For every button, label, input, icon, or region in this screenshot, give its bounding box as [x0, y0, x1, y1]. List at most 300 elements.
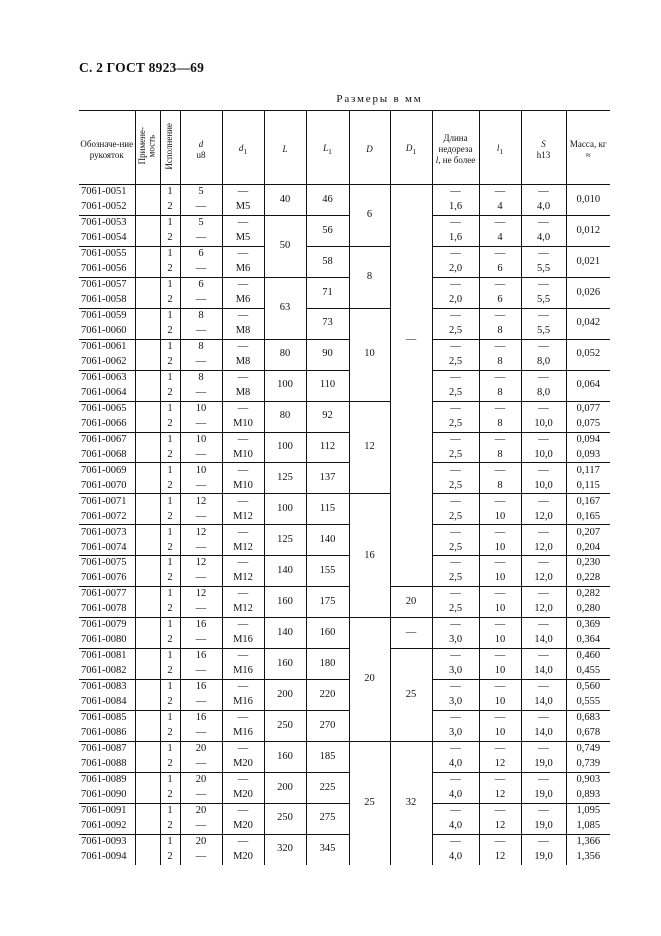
- cell-d1: —: [222, 556, 264, 571]
- cell-version: 2: [160, 695, 180, 710]
- cell-S: —: [521, 587, 566, 602]
- cell-d: —: [180, 417, 222, 432]
- cell-l1: 8: [479, 386, 521, 401]
- cell-designation: 7061-0089: [79, 772, 135, 787]
- cell-applicability: [135, 246, 160, 261]
- header-row: [79, 111, 610, 185]
- cell-undercut: —: [432, 556, 479, 571]
- cell-d: 10: [180, 432, 222, 447]
- cell-l1: 4: [479, 231, 521, 246]
- cell-mass: 0,207: [566, 525, 610, 540]
- cell-l1: 12: [479, 757, 521, 772]
- cell-undercut: —: [432, 215, 479, 230]
- cell-L1: 112: [306, 432, 349, 463]
- cell-S: 5,5: [521, 324, 566, 339]
- table-row: [79, 463, 610, 478]
- cell-d1: М16: [222, 633, 264, 648]
- cell-mass: 0,230: [566, 556, 610, 571]
- cell-undercut: —: [432, 401, 479, 416]
- cell-designation: 7061-0057: [79, 277, 135, 292]
- cell-undercut: 2,5: [432, 571, 479, 586]
- table-row: [79, 587, 610, 602]
- cell-version: 1: [160, 618, 180, 633]
- cell-applicability: [135, 540, 160, 555]
- cell-designation: 7061-0088: [81, 758, 127, 770]
- cell-mass: 0,026: [566, 277, 610, 308]
- cell-S: 19,0: [521, 850, 566, 865]
- cell-d1: М8: [222, 324, 264, 339]
- cell-D: 8: [349, 246, 390, 308]
- cell-l1: —: [479, 308, 521, 323]
- cell-S: 4,0: [521, 200, 566, 215]
- cell-undercut: 2,5: [432, 509, 479, 524]
- cell-S: 14,0: [521, 633, 566, 648]
- cell-version: 2: [160, 819, 180, 834]
- cell-applicability: [135, 215, 160, 230]
- cell-applicability: [135, 741, 160, 756]
- cell-version: 2: [160, 726, 180, 741]
- cell-applicability: [135, 757, 160, 772]
- cell-l1: 8: [479, 355, 521, 370]
- cell-version: 1: [160, 432, 180, 447]
- cell-L: 125: [264, 525, 306, 556]
- cell-applicability: [135, 509, 160, 524]
- cell-undercut: 2,5: [432, 602, 479, 617]
- cell-applicability: [135, 772, 160, 787]
- cell-applicability: [135, 463, 160, 478]
- cell-designation: 7061-0059: [79, 308, 135, 323]
- cell-applicability: [135, 633, 160, 648]
- header-undercut: Длина недореза l, не более: [432, 111, 479, 185]
- cell-applicability: [135, 277, 160, 292]
- table-row: [79, 401, 610, 416]
- cell-mass: 0,280: [566, 602, 610, 617]
- cell-L1: 115: [306, 494, 349, 525]
- cell-designation: 7061-0072: [81, 510, 127, 522]
- cell-version: 1: [160, 308, 180, 323]
- cell-applicability: [135, 649, 160, 664]
- cell-S: 14,0: [521, 695, 566, 710]
- cell-l1: 10: [479, 633, 521, 648]
- cell-d1: —: [222, 215, 264, 230]
- cell-S: 5,5: [521, 262, 566, 277]
- cell-d1: М10: [222, 478, 264, 493]
- cell-L1: 140: [306, 525, 349, 556]
- cell-d: —: [180, 633, 222, 648]
- cell-applicability: [135, 339, 160, 354]
- header-L1: $L_1$: [306, 111, 349, 185]
- cell-mass: 0,560: [566, 680, 610, 695]
- cell-d: —: [180, 447, 222, 462]
- cell-version: 2: [160, 355, 180, 370]
- cell-d1: М6: [222, 262, 264, 277]
- cell-D1: 32: [390, 741, 432, 864]
- cell-d1: —: [222, 710, 264, 725]
- cell-S: —: [521, 649, 566, 664]
- cell-S: —: [521, 741, 566, 756]
- cell-d1: —: [222, 308, 264, 323]
- cell-designation: 7061-0052: [81, 201, 127, 213]
- cell-l1: —: [479, 339, 521, 354]
- cell-L1: 155: [306, 556, 349, 587]
- cell-designation: 7061-0091: [79, 803, 135, 818]
- cell-D: 20: [349, 618, 390, 742]
- cell-l1: 6: [479, 262, 521, 277]
- cell-d1: —: [222, 246, 264, 261]
- cell-designation: 7061-0087: [79, 741, 135, 756]
- cell-version: 2: [160, 757, 180, 772]
- cell-designation: 7061-0058: [81, 294, 127, 306]
- cell-L: 320: [264, 834, 306, 864]
- cell-L: 250: [264, 710, 306, 741]
- cell-l1: —: [479, 618, 521, 633]
- cell-d: —: [180, 695, 222, 710]
- cell-S: —: [521, 710, 566, 725]
- cell-l1: 8: [479, 447, 521, 462]
- table-row: [79, 215, 610, 230]
- cell-D1: —: [390, 185, 432, 587]
- table-row: [79, 680, 610, 695]
- cell-mass: 0,042: [566, 308, 610, 339]
- cell-l1: —: [479, 649, 521, 664]
- cell-d1: —: [222, 587, 264, 602]
- cell-d: —: [180, 262, 222, 277]
- cell-L1: 110: [306, 370, 349, 401]
- table-row: [79, 277, 610, 292]
- cell-L1: 137: [306, 463, 349, 494]
- cell-d: 16: [180, 710, 222, 725]
- cell-applicability: [135, 262, 160, 277]
- cell-l1: 8: [479, 478, 521, 493]
- cell-designation: 7061-0081: [79, 649, 135, 664]
- cell-d1: М10: [222, 447, 264, 462]
- cell-d: 20: [180, 834, 222, 849]
- cell-d: 12: [180, 556, 222, 571]
- cell-version: 1: [160, 215, 180, 230]
- header-L: L: [264, 111, 306, 185]
- cell-applicability: [135, 324, 160, 339]
- cell-l1: 8: [479, 417, 521, 432]
- cell-version: 1: [160, 649, 180, 664]
- cell-designation: 7061-0071: [79, 494, 135, 509]
- cell-designation: 7061-0082: [81, 665, 127, 677]
- cell-D: 12: [349, 401, 390, 494]
- cell-S: 12,0: [521, 571, 566, 586]
- cell-applicability: [135, 355, 160, 370]
- cell-d1: —: [222, 339, 264, 354]
- cell-undercut: —: [432, 246, 479, 261]
- cell-L: 250: [264, 803, 306, 834]
- table-row: [79, 432, 610, 447]
- cell-undercut: —: [432, 680, 479, 695]
- cell-d1: —: [222, 185, 264, 200]
- cell-d1: —: [222, 772, 264, 787]
- cell-L1: 92: [306, 401, 349, 432]
- cell-designation: 7061-0080: [81, 634, 127, 646]
- cell-version: 2: [160, 262, 180, 277]
- cell-undercut: —: [432, 308, 479, 323]
- cell-L: 50: [264, 215, 306, 277]
- cell-L1: 73: [306, 308, 349, 339]
- cell-version: 2: [160, 602, 180, 617]
- cell-d1: —: [222, 277, 264, 292]
- cell-L1: 58: [306, 246, 349, 277]
- cell-mass: 1,366: [566, 834, 610, 849]
- cell-S: —: [521, 556, 566, 571]
- cell-version: 2: [160, 417, 180, 432]
- cell-S: 8,0: [521, 355, 566, 370]
- cell-d1: М16: [222, 726, 264, 741]
- cell-designation: 7061-0061: [79, 339, 135, 354]
- cell-undercut: —: [432, 834, 479, 849]
- cell-mass: 0,165: [566, 509, 610, 524]
- cell-l1: 8: [479, 324, 521, 339]
- cell-designation: 7061-0073: [79, 525, 135, 540]
- cell-S: —: [521, 618, 566, 633]
- cell-d: 8: [180, 308, 222, 323]
- cell-L: 140: [264, 556, 306, 587]
- cell-version: 2: [160, 540, 180, 555]
- cell-L1: 185: [306, 741, 349, 772]
- cell-l1: 10: [479, 664, 521, 679]
- cell-designation: 7061-0060: [81, 324, 127, 336]
- cell-version: 1: [160, 401, 180, 416]
- cell-L: 160: [264, 741, 306, 772]
- cell-version: 1: [160, 525, 180, 540]
- cell-undercut: —: [432, 803, 479, 818]
- cell-S: —: [521, 803, 566, 818]
- cell-d: —: [180, 509, 222, 524]
- cell-mass: 0,052: [566, 339, 610, 370]
- cell-d: 16: [180, 680, 222, 695]
- cell-d1: М12: [222, 540, 264, 555]
- cell-d: 8: [180, 339, 222, 354]
- cell-designation: 7061-0076: [81, 572, 127, 584]
- cell-l1: 4: [479, 200, 521, 215]
- cell-mass: 0,064: [566, 370, 610, 401]
- cell-mass: 1,095: [566, 803, 610, 818]
- cell-mass: 0,094: [566, 432, 610, 447]
- cell-applicability: [135, 478, 160, 493]
- cell-d: 5: [180, 215, 222, 230]
- cell-applicability: [135, 834, 160, 849]
- cell-undercut: 2,5: [432, 324, 479, 339]
- cell-version: 2: [160, 850, 180, 865]
- cell-applicability: [135, 664, 160, 679]
- cell-applicability: [135, 401, 160, 416]
- cell-designation: 7061-0094: [81, 850, 127, 862]
- cell-undercut: —: [432, 463, 479, 478]
- cell-designation: 7061-0079: [79, 618, 135, 633]
- cell-version: 2: [160, 324, 180, 339]
- cell-d1: —: [222, 370, 264, 385]
- cell-d1: —: [222, 494, 264, 509]
- cell-mass: 0,012: [566, 215, 610, 246]
- header-S: S h13: [521, 111, 566, 185]
- cell-d1: М6: [222, 293, 264, 308]
- table-row: [79, 803, 610, 818]
- cell-d: —: [180, 386, 222, 401]
- cell-l1: 6: [479, 293, 521, 308]
- cell-mass: 1,356: [566, 850, 610, 865]
- cell-version: 2: [160, 633, 180, 648]
- cell-designation: 7061-0051: [79, 185, 135, 200]
- cell-d: —: [180, 540, 222, 555]
- cell-S: 12,0: [521, 602, 566, 617]
- cell-mass: 0,460: [566, 649, 610, 664]
- cell-mass: 0,739: [566, 757, 610, 772]
- cell-version: 1: [160, 680, 180, 695]
- cell-version: 1: [160, 246, 180, 261]
- header-l1: $l_1$: [479, 111, 521, 185]
- cell-version: 2: [160, 509, 180, 524]
- cell-l1: —: [479, 803, 521, 818]
- cell-applicability: [135, 447, 160, 462]
- cell-D1: 25: [390, 649, 432, 742]
- table-row: [79, 185, 610, 200]
- cell-designation: 7061-0074: [81, 541, 127, 553]
- cell-D1: —: [390, 618, 432, 649]
- cell-D: 16: [349, 494, 390, 618]
- cell-applicability: [135, 494, 160, 509]
- cell-undercut: 2,5: [432, 355, 479, 370]
- table-body: [79, 185, 610, 865]
- cell-L1: 220: [306, 680, 349, 711]
- cell-L: 200: [264, 772, 306, 803]
- cell-d1: М8: [222, 355, 264, 370]
- cell-d: 20: [180, 741, 222, 756]
- cell-d: —: [180, 788, 222, 803]
- cell-version: 2: [160, 200, 180, 215]
- cell-mass: 1,085: [566, 819, 610, 834]
- cell-mass: 0,117: [566, 463, 610, 478]
- cell-mass: 0,075: [566, 417, 610, 432]
- cell-applicability: [135, 587, 160, 602]
- table-row: [79, 741, 610, 756]
- cell-d: —: [180, 571, 222, 586]
- cell-mass: 0,228: [566, 571, 610, 586]
- cell-undercut: —: [432, 277, 479, 292]
- cell-designation: 7061-0085: [79, 710, 135, 725]
- cell-undercut: 3,0: [432, 726, 479, 741]
- cell-S: —: [521, 680, 566, 695]
- cell-l1: 10: [479, 726, 521, 741]
- cell-d: —: [180, 200, 222, 215]
- cell-applicability: [135, 432, 160, 447]
- cell-designation: 7061-0056: [81, 263, 127, 275]
- cell-mass: 0,282: [566, 587, 610, 602]
- cell-applicability: [135, 185, 160, 200]
- cell-l1: —: [479, 834, 521, 849]
- cell-d: 20: [180, 803, 222, 818]
- cell-applicability: [135, 680, 160, 695]
- cell-S: 8,0: [521, 386, 566, 401]
- cell-designation: 7061-0065: [79, 401, 135, 416]
- cell-designation: 7061-0069: [79, 463, 135, 478]
- cell-designation: 7061-0083: [79, 680, 135, 695]
- cell-designation: 7061-0053: [79, 215, 135, 230]
- header-applicability: Примене- мость: [135, 111, 160, 185]
- cell-version: 1: [160, 772, 180, 787]
- cell-version: 1: [160, 463, 180, 478]
- cell-version: 1: [160, 803, 180, 818]
- cell-mass: 0,010: [566, 185, 610, 216]
- cell-d1: М8: [222, 386, 264, 401]
- cell-undercut: 4,0: [432, 819, 479, 834]
- cell-version: 2: [160, 788, 180, 803]
- cell-d1: —: [222, 803, 264, 818]
- cell-version: 1: [160, 587, 180, 602]
- cell-S: —: [521, 463, 566, 478]
- header-mass: Масса, кг ≈: [566, 111, 610, 185]
- header-d: d u8: [180, 111, 222, 185]
- cell-S: 5,5: [521, 293, 566, 308]
- cell-undercut: —: [432, 710, 479, 725]
- cell-l1: 12: [479, 788, 521, 803]
- cell-mass: 0,678: [566, 726, 610, 741]
- cell-l1: —: [479, 370, 521, 385]
- cell-d: —: [180, 819, 222, 834]
- cell-S: 19,0: [521, 788, 566, 803]
- cell-version: 2: [160, 386, 180, 401]
- cell-version: 1: [160, 370, 180, 385]
- cell-l1: —: [479, 525, 521, 540]
- cell-d: —: [180, 726, 222, 741]
- cell-mass: 0,021: [566, 246, 610, 277]
- cell-S: —: [521, 277, 566, 292]
- header-designation: Обозначе-ние рукояток: [79, 111, 135, 185]
- cell-version: 1: [160, 741, 180, 756]
- handles-dimensions-table: [79, 110, 610, 865]
- cell-L: 100: [264, 432, 306, 463]
- cell-undercut: 4,0: [432, 850, 479, 865]
- cell-d1: М20: [222, 850, 264, 865]
- cell-applicability: [135, 819, 160, 834]
- cell-d: —: [180, 850, 222, 865]
- cell-d: —: [180, 757, 222, 772]
- cell-undercut: —: [432, 525, 479, 540]
- cell-version: 2: [160, 478, 180, 493]
- cell-undercut: —: [432, 494, 479, 509]
- cell-L1: 275: [306, 803, 349, 834]
- cell-undercut: 3,0: [432, 633, 479, 648]
- cell-D: 25: [349, 741, 390, 864]
- cell-S: 19,0: [521, 757, 566, 772]
- cell-S: —: [521, 401, 566, 416]
- cell-version: 1: [160, 494, 180, 509]
- cell-d1: М12: [222, 602, 264, 617]
- table-row: [79, 494, 610, 509]
- cell-d1: М5: [222, 231, 264, 246]
- cell-undercut: 2,5: [432, 478, 479, 493]
- cell-d1: —: [222, 741, 264, 756]
- cell-D: 10: [349, 308, 390, 401]
- cell-undercut: 3,0: [432, 664, 479, 679]
- cell-designation: 7061-0090: [81, 789, 127, 801]
- cell-undercut: —: [432, 339, 479, 354]
- cell-designation: 7061-0077: [79, 587, 135, 602]
- cell-designation: 7061-0064: [81, 386, 127, 398]
- cell-designation: 7061-0084: [81, 696, 127, 708]
- table-row: [79, 710, 610, 725]
- cell-undercut: —: [432, 370, 479, 385]
- cell-undercut: —: [432, 432, 479, 447]
- cell-mass: 0,115: [566, 478, 610, 493]
- cell-S: —: [521, 834, 566, 849]
- cell-applicability: [135, 525, 160, 540]
- cell-designation: 7061-0093: [79, 834, 135, 849]
- cell-designation: 7061-0086: [81, 727, 127, 739]
